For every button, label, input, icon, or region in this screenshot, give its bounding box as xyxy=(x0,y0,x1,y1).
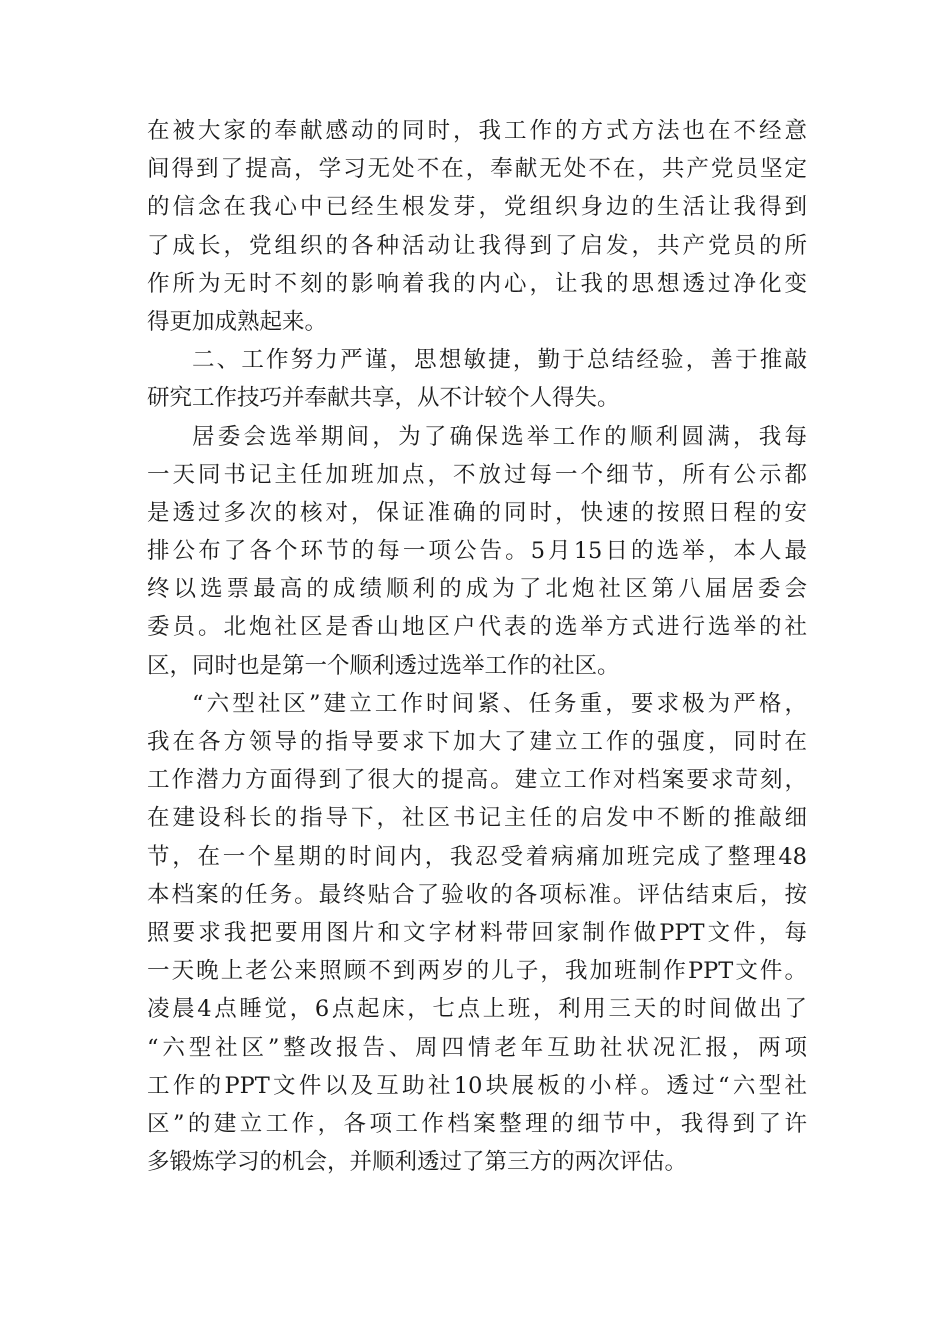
text-line: 在建设科长的指导下，社区书记主任的启发中不断的推敲细 xyxy=(147,805,807,832)
text-line: 多锻炼学习的机会，并顺利透过了第三方的两次评估。 xyxy=(147,1149,688,1176)
text-line: 一天晚上老公来照顾不到两岁的儿子，我加班制作PPT文件。 xyxy=(147,958,807,985)
text-line: 凌晨4点睡觉，6点起床，七点上班，利用三天的时间做出了 xyxy=(147,996,807,1023)
text-line: 在被大家的奉献感动的同时，我工作的方式方法也在不经意 xyxy=(147,118,807,144)
text-line: 间得到了提高，学习无处不在，奉献无处不在，共产党员坚定 xyxy=(147,156,807,183)
text-line: 得更加成熟起来。 xyxy=(147,308,328,335)
text-line: 照要求我把要用图片和文字材料带回家制作做PPT文件，每 xyxy=(147,919,807,946)
text-line: 区”的建立工作，各项工作档案整理的细节中，我得到了许 xyxy=(147,1110,807,1137)
text-line: 节，在一个星期的时间内，我忍受着病痛加班完成了整理48 xyxy=(147,843,807,870)
text-line: 研究工作技巧并奉献共享，从不计较个人得失。 xyxy=(147,385,620,412)
text-line: 工作的PPT文件以及互助社10块展板的小样。透过“六型社 xyxy=(147,1072,807,1099)
text-line: 了成长，党组织的各种活动让我得到了启发，共产党员的所 xyxy=(147,232,807,259)
text-line: 区，同时也是第一个顺利透过选举工作的社区。 xyxy=(147,652,620,679)
text-line: 作所为无时不刻的影响着我的内心，让我的思想透过净化变 xyxy=(147,270,807,297)
text-line: 终以选票最高的成绩顺利的成为了北炮社区第八届居委会 xyxy=(147,576,807,603)
text-line: 二、工作努力严谨，思想敏捷，勤于总结经验，善于推敲 xyxy=(192,347,807,374)
body-text xyxy=(147,112,807,1181)
text-line: 本档案的任务。最终贴合了验收的各项标准。评估结束后，按 xyxy=(147,881,807,908)
text-line: 我在各方领导的指导要求下加大了建立工作的强度，同时在 xyxy=(147,729,807,755)
text-line: 的信念在我心中已经生根发芽，党组织身边的生活让我得到 xyxy=(147,194,807,221)
text-line: 居委会选举期间，为了确保选举工作的顺利圆满，我每 xyxy=(192,423,807,450)
text-line: 一天同书记主任加班加点，不放过每一个细节，所有公示都 xyxy=(147,461,807,488)
text-line: 排公布了各个环节的每一项公告。5月15日的选举，本人最 xyxy=(147,538,807,565)
text-line: “六型社区”整改报告、周四情老年互助社状况汇报，两项 xyxy=(147,1034,807,1061)
text-line: “六型社区”建立工作时间紧、任务重，要求极为严格， xyxy=(192,690,807,717)
text-line: 工作潜力方面得到了很大的提高。建立工作对档案要求苛刻， xyxy=(147,767,807,794)
text-line: 委员。北炮社区是香山地区户代表的选举方式进行选举的社 xyxy=(147,614,807,641)
text-line: 是透过多次的核对，保证准确的同时，快速的按照日程的安 xyxy=(147,499,807,526)
